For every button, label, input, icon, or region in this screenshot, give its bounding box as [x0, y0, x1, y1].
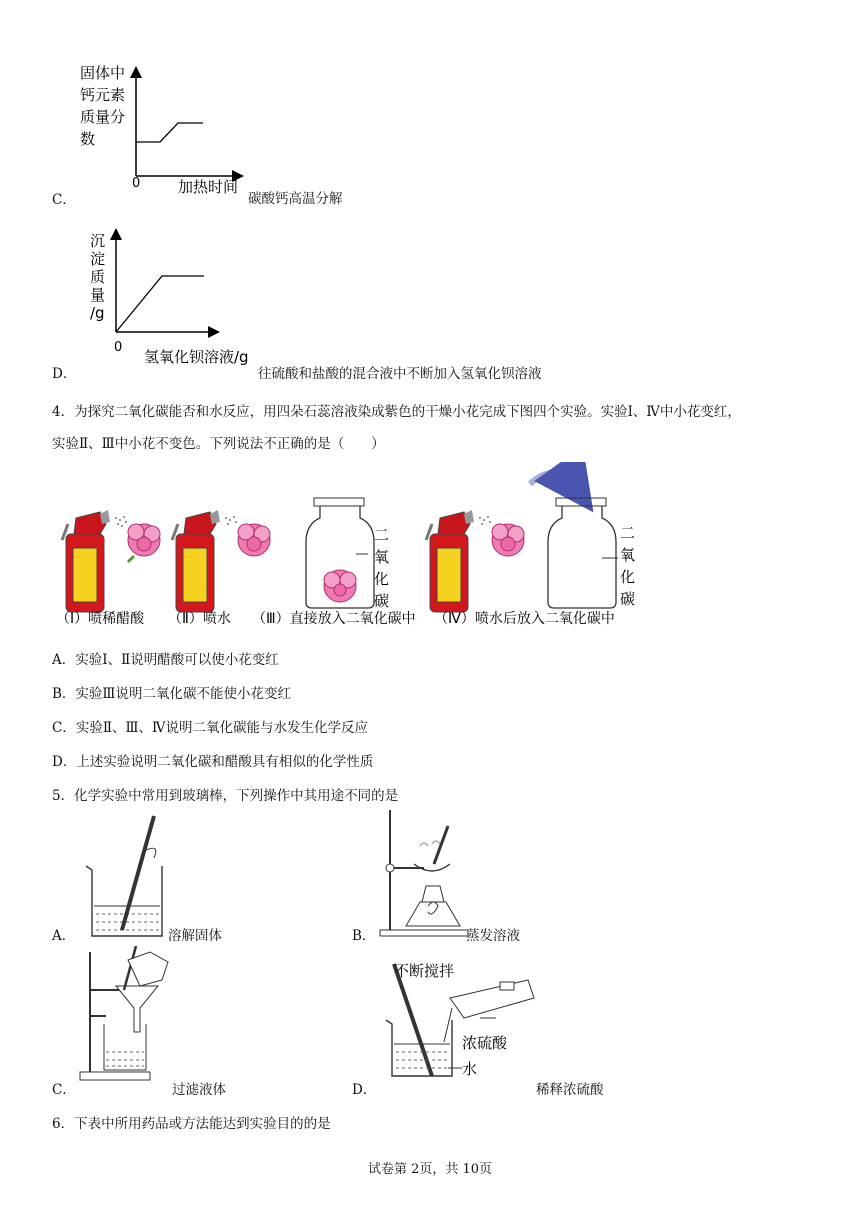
q4-option-a: A．实验Ⅰ、Ⅱ说明醋酸可以使小花变红: [52, 652, 279, 668]
graph-curve: [136, 123, 203, 142]
caption-exp4: （Ⅳ）喷水后放入二氧化碳中: [434, 611, 615, 627]
caption-exp1: （Ⅰ）喷稀醋酸: [56, 611, 145, 627]
spray-bottle-icon: [172, 510, 220, 612]
d-xlabel: 氢氧化钡溶液/g: [144, 348, 249, 366]
q4-figure: [56, 462, 646, 630]
q6-stem: 6．下表中所用药品或方法能达到实验目的的是: [52, 1116, 331, 1132]
c-xlabel: 加热时间: [178, 178, 239, 196]
q4-stem-line2: 实验Ⅱ、Ⅲ中小花不变色。下列说法不正确的是（ ）: [52, 436, 385, 452]
caption-exp3: （Ⅲ）直接放入二氧化碳中: [252, 611, 416, 627]
option-c-graph: [78, 62, 248, 198]
q5-stem: 5．化学实验中常用到玻璃棒，下列操作中其用途不同的是: [52, 788, 399, 804]
curved-arrow-icon: [530, 473, 576, 488]
q5-option-a-letter: A．: [52, 928, 76, 944]
water-label: 水: [462, 1060, 478, 1078]
q5-option-d-caption: 稀释浓硫酸: [536, 1082, 604, 1098]
q4-option-d: D．上述实验说明二氧化碳和醋酸具有相似的化学性质: [52, 754, 374, 770]
q5-option-c-caption: 过滤液体: [172, 1082, 226, 1098]
q5-option-b-caption: 蒸发溶液: [466, 928, 520, 944]
flower-icon: [238, 524, 270, 556]
graph-curve: [116, 276, 204, 332]
dissolving-beaker-illustration: [80, 812, 180, 942]
co2-label-jar3: 二 氧 化 碳: [374, 526, 390, 610]
c-ylabel: 固体中 钙元素 质量分 数: [80, 64, 126, 148]
flower-experiment-illustration: [56, 462, 646, 630]
q4-stem-line1: 4．为探究二氧化碳能否和水反应，用四朵石蕊溶液染成紫色的干燥小花完成下图四个实验。实验Ⅰ、Ⅳ中小花变红，: [52, 404, 741, 420]
d-ylabel: 沉 淀 质 量 /g: [90, 232, 106, 322]
option-d-letter: D．: [52, 366, 77, 382]
flower-icon: [492, 524, 524, 556]
q5-option-d-letter: D．: [352, 1082, 377, 1098]
gas-jar-icon: [548, 498, 618, 608]
caption-exp2: （Ⅱ）喷水: [168, 611, 231, 627]
page-footer: 试卷第 2页，共 10页: [367, 1162, 493, 1177]
c-origin: 0: [132, 176, 141, 191]
flower-icon: [128, 524, 160, 562]
option-c-caption: 碳酸钙高温分解: [248, 191, 343, 207]
evaporation-apparatus-illustration: [376, 806, 476, 942]
spray-bottle-icon: [426, 510, 474, 612]
q4-option-c: C．实验Ⅱ、Ⅲ、Ⅳ说明二氧化碳能与水发生化学反应: [52, 720, 369, 736]
co2-label-jar4: 二 氧 化 碳: [620, 524, 636, 608]
option-d-graph: [86, 228, 258, 368]
q5-option-b-letter: B．: [352, 928, 376, 944]
d-origin: 0: [114, 340, 123, 355]
flower-icon: [324, 570, 356, 602]
option-c-letter: C．: [52, 192, 76, 208]
q4-option-b: B．实验Ⅲ说明二氧化碳不能使小花变红: [52, 686, 291, 702]
q5-option-a-caption: 溶解固体: [168, 928, 222, 944]
filtration-apparatus-illustration: [76, 946, 176, 1086]
stir-label: 不断搅拌: [394, 962, 455, 980]
option-d-caption: 往硫酸和盐酸的混合液中不断加入氢氧化钡溶液: [258, 366, 542, 382]
q5-option-c-letter: C．: [52, 1082, 76, 1098]
sulfuric-acid-label: 浓硫酸: [462, 1034, 508, 1052]
spray-bottle-icon: [62, 510, 110, 612]
